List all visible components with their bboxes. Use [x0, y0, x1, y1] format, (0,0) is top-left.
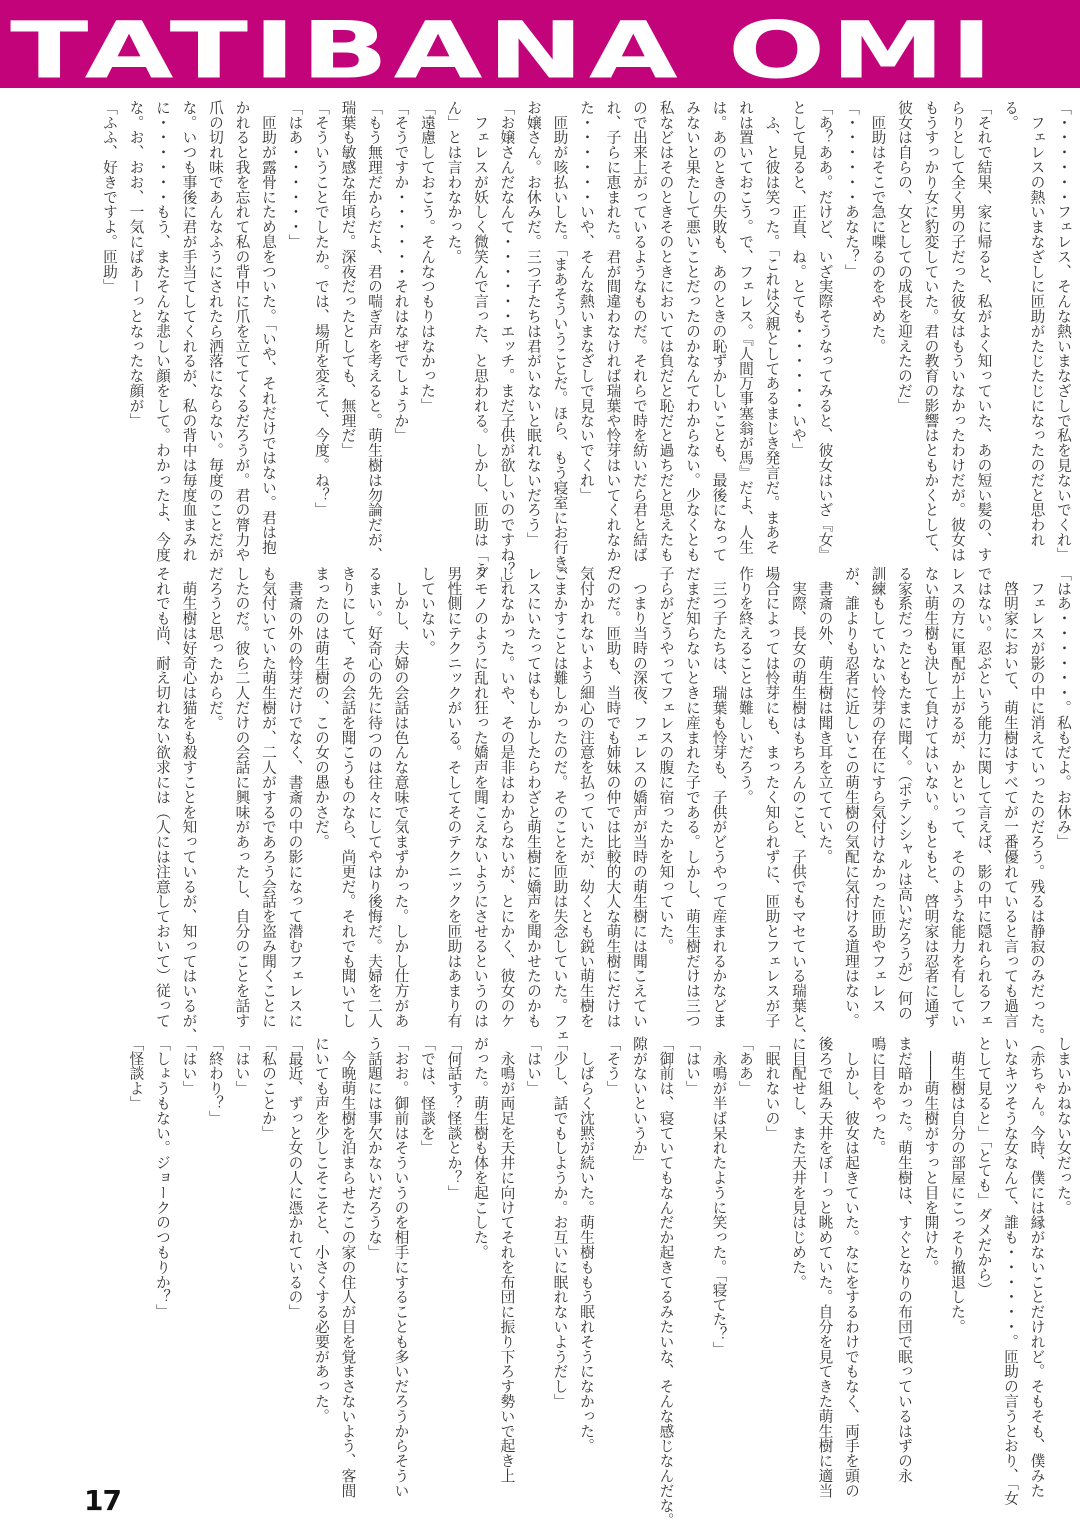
text-line: ごまかすことは難しかったのだ。そのことを匝助は失念していた。フェ: [551, 566, 569, 1043]
text-line: 爪の切れ味であんなふうにされたら洒落にならない。毎度のことだが: [207, 100, 224, 562]
text-line: つまり当時の深夜、フェレスの嬌声が当時の萌生樹には聞こえてい: [631, 566, 648, 1028]
text-line: 「では、怪談を」: [419, 1036, 436, 1156]
text-line: 「はい」: [180, 1036, 198, 1096]
text-line: フェレスが影の中に消えていったのだろう。残るは静寂のみだった。: [1028, 566, 1046, 1043]
text-line: 彼女は自らの、女としての成長を迎えたのだ」: [896, 100, 913, 413]
text-line: だろうと思ったからだ。: [207, 566, 224, 730]
text-line: な。お、おお、一気にぱあーっとなったな顔が」: [127, 100, 145, 428]
text-line: しまいかねない女だった。: [1055, 1036, 1072, 1215]
text-line: 「それで結果、家に帰ると、私がよく知っていた、あの短い髪の、す: [975, 100, 993, 562]
text-line: 「おお。御前はそういうのを相手にすることも多いだろうからそうい: [392, 1036, 410, 1498]
text-line: 今晩萌生樹を泊まらせたこの家の住人が目を覚まさないよう、客間: [339, 1036, 357, 1498]
text-line: う話題には事欠かないだろうな」: [366, 1036, 383, 1260]
text-line: 匝助はそこで急に喋るのをやめた。: [869, 100, 887, 354]
text-line: 「そうですか・・・・・・それはなぜでしょうか」: [392, 100, 410, 443]
text-line: 「御前は、寝ていてもなんだか起きてるみたいな、そんな感じなんだな。: [657, 1036, 675, 1528]
text-line: 私などはそのときそのときにおいては負だと恥だと過ちだと思えたも: [657, 100, 675, 562]
text-line: 「そう」: [604, 1036, 622, 1096]
text-line: いなキツそうな女なんて、誰も・・・・・・。匝助の言うとおり、「女: [1002, 1036, 1019, 1506]
text-line: にいても声を少しこそこそと、小さくする必要があった。: [313, 1036, 330, 1424]
text-line: た・・・・・・いや、そんな熱いまなざしで見ないでくれ」: [578, 100, 595, 503]
text-line: 「・・・・・・あなた？」: [843, 100, 860, 279]
text-line: に・・・・・・もう、またそんな悲しい顔をして。わかったよ、今度: [154, 100, 171, 562]
text-line: が、誰よりも忍者に近しいこの萌生樹の気配に気付ける道理はない。: [843, 566, 860, 1028]
text-line: も気付いていた萌生樹が、二人がするであろう会話を盗み聞くことに: [260, 566, 277, 1028]
text-line: は。あのときの失敗も、あのときの恥ずかしいことも、最後になって: [710, 100, 728, 562]
text-block-top: [96, 100, 1077, 592]
text-line: していない。: [419, 566, 436, 656]
text-line: 「終わり？」: [207, 1036, 224, 1126]
text-line: 訓練もしていない怜芽の存在にすら気付けなかった匝助やフェレス: [869, 566, 887, 1013]
text-line: たのだ。匝助も、当時でも姉妹の仲では比較的大人な萌生樹にだけは: [604, 566, 622, 1028]
text-line: として見ると」「とても」ダメだから）: [975, 1036, 993, 1297]
text-line: るまい。好奇心の先に待つのは往々にしてやはり後悔だ。夫婦を二人: [366, 566, 383, 1028]
text-line: 場合によっては怜芽にも、まったく知られずに、匝助とフェレスが子: [763, 566, 781, 1028]
text-line: 「あ？ああ。だけど、いざ実際そうなってみると、彼女はいざ『女』: [816, 100, 834, 562]
text-line: に目配せし、また天井を見はじめた。: [790, 1036, 807, 1290]
text-line: かれると我を忘れて私の背中に爪を立ててくるだろうが。君の膂力や: [233, 100, 251, 562]
text-line: 「・・・・・・フェレス、そんな熱いまなざしで私を見ないでくれ」: [1055, 100, 1072, 562]
text-line: 書斎の外、萌生樹は聞き耳を立てていた。: [816, 566, 834, 864]
text-line: ダモノのように乱れ狂った嬌声を聞こえないようにさせるというのは: [472, 566, 489, 1028]
text-line: 子らがどうやってフェレスの腹に宿ったかを知っていた。: [657, 566, 675, 954]
text-line: 書斎の外の怜芽だけでなく、書斎の中の影になって潜むフェレスに: [286, 566, 304, 1028]
text-line: 三つ子たちは、瑞葉も怜芽も、子供がどうやって産まれるかなどま: [710, 566, 728, 1028]
text-line: しれなかった。いや、その是非はわからないが、とにかく、彼女のケ: [498, 566, 516, 1028]
header-band: [0, 0, 1080, 88]
text-line: 「はい」: [684, 1036, 701, 1096]
text-line: 匝助が咳払いした。「まあそういうことだ。ほら、もう寝室にお行き、: [551, 100, 569, 585]
text-block-bottom: [122, 1036, 1076, 1528]
text-line: 気付かれないよう細心の注意を払っていたが、幼くとも鋭い萌生樹を: [578, 566, 595, 1028]
text-line: まだ暗かった。萌生樹は、すぐとなりの布団で眠っているはずの永: [896, 1036, 913, 1483]
text-line: 作りを終えることは難しいだろう。: [737, 566, 754, 805]
text-line: 「はい」: [233, 1036, 251, 1096]
text-line: したのだ。彼ら二人だけの会話に興味があったし、自分のことを話す: [233, 566, 251, 1028]
text-line: として見ると、正直、ね。とても・・・・・・いや」: [790, 100, 807, 458]
text-line: 「ああ」: [737, 1036, 754, 1096]
text-line: 「ふふ、好きですよ。匝助」: [101, 100, 118, 294]
text-line: れ、子らに恵まれた。君が間違わなければ瑞葉や怜芽はいてくれなかっ: [604, 100, 622, 577]
text-line: フェレスが妖しく微笑んで言った、と思われる。しかし、匝助は「う: [472, 100, 489, 577]
text-line: 匝助が露骨にため息をついた。「いや、それだけではない。君は抱: [260, 100, 277, 555]
text-line: 「怪談よ」: [127, 1036, 145, 1111]
text-line: しかし、彼女は起きていた。なにをするわけでもなく、両手を頭の: [843, 1036, 860, 1498]
text-line: 萌生樹は好奇心は猫をも殺すことを知っているが、知ってはいるが、: [180, 566, 198, 1043]
text-line: 永鳴が両足を天井に向けてそれを布団に振り下ろす勢いで起き上: [498, 1036, 516, 1483]
text-line: ない萌生樹も決して負けてはいない。もともと、啓明家は忍者に通ず: [922, 566, 940, 1028]
text-line: 実際、長女の萌生樹はもちろんのこと、子供でもマセている瑞葉と、: [790, 566, 807, 1043]
text-line: 「少し、話でもしようか。お互いに眠れないようだし」: [551, 1036, 569, 1409]
text-line: ふ、と彼は笑った。「これは父親としてあるまじき発言だ。まあそ: [763, 100, 781, 555]
text-line: な。いつも事後に君が手当てしてくれるが、私の背中は毎度血まみれ: [180, 100, 198, 562]
text-line: 「しょうもない。ジョークのつもりか？」: [154, 1036, 171, 1320]
text-line: 「はい」: [525, 1036, 542, 1096]
text-line: 永鳴が半ば呆れたように笑った。「寝てた？」: [710, 1036, 728, 1357]
text-line: ので出来上がっているようなものだ。それらで時を紡いだら君と結ば: [631, 100, 648, 562]
text-line: 「何話す？怪談とか？」: [445, 1036, 463, 1200]
text-line: 啓明家において、萌生樹はすべてが一番優れていると言っても過言: [1002, 566, 1019, 1028]
text-line: がった。萌生樹も体を起こした。: [472, 1036, 489, 1260]
text-line: レスにいたってはもしかしたらわざと萌生樹に嬌声を聞かせたのかも: [525, 566, 542, 1028]
text-line: きりにして、その会話を聞こうものなら、尚更だ。それでも聞いてし: [339, 566, 357, 1028]
text-line: 後ろで組み天井をぼーっと眺めていた。自分を見てきた萌生樹に適当: [816, 1036, 834, 1498]
text-line: 「お嬢さんだなんて・・・・・・エッチ。まだ子供が欲しいのですね？」: [498, 100, 516, 592]
text-line: 「はあ・・・・・・。私もだよ。お休み」: [1055, 566, 1072, 850]
text-line: ――萌生樹がすっと目を開けた。: [922, 1036, 940, 1275]
text-line: お嬢さん。お休みだ。三つ子たちは君がいないと眠れないだろう」: [525, 100, 542, 547]
page-number: 17: [84, 1484, 121, 1517]
text-line: レスの方に軍配が上がるが、かといって、そのような能力を有してい: [949, 566, 966, 1028]
text-line: ん」とは言わなかった。: [445, 100, 463, 264]
text-line: る。: [1002, 100, 1019, 130]
text-line: ではない。忍ぶという能力に関して言えば、影の中に隠れられるフェ: [975, 566, 993, 1028]
text-line: 「はあ・・・・・・」: [286, 100, 304, 249]
text-line: らりとして全く男の子だった彼女はもういなかったわけだが。彼女は: [949, 100, 966, 562]
text-line: 「もう無理だからだよ、君の喘ぎ声を考えると。萌生樹は勿論だが、: [366, 100, 383, 562]
text-line: しかし、夫婦の会話は色んな意味で気まずかった。しかし仕方があ: [392, 566, 410, 1028]
text-line: る家系だったともたまに聞く。（ポテンシャルは高いだろうが）何の: [896, 566, 913, 1021]
text-line: 「そういうことでしたか。では、場所を変えて、今度。ね？」: [313, 100, 330, 518]
text-line: まったのは萌生樹の、この女の愚かさだ。: [313, 566, 330, 850]
text-line: 隙がないというか」: [631, 1036, 648, 1171]
text-line: 瑞葉も敏感な年頃だ。深夜だったとしても、無理だ」: [339, 100, 357, 458]
text-line: 鳴に目をやった。: [869, 1036, 887, 1156]
text-line: （赤ちゃん。今時、僕には縁がないことだけれど。そもそも、僕みた: [1028, 1036, 1046, 1498]
text-line: 「遠慮しておこう。そんなつもりはなかった」: [419, 100, 436, 413]
author-logo: TATIBANA OMI: [10, 5, 998, 88]
text-block-middle: [149, 566, 1077, 1043]
text-line: 「眠れないの」: [763, 1036, 781, 1141]
text-line: しばらく沈黙が続いた。萌生樹ももう眠れそうになかった。: [578, 1036, 595, 1454]
text-line: 「最近、ずっと女の人に憑かれているの」: [286, 1036, 304, 1320]
text-line: みないと果たして悪いことだったのかなんてわからない。少なくとも: [684, 100, 701, 562]
text-line: フェレスの熱いまなざしに匝助がたじたじになったのだと思われ: [1028, 100, 1046, 547]
text-line: もうすっかり女に豹変していた。君の教育の影響はともかくとして、: [922, 100, 940, 562]
text-line: 「私のことか」: [260, 1036, 277, 1141]
text-line: 男性側にテクニックがいる。そしてそのテクニックを匝助はあまり有: [445, 566, 463, 1028]
text-line: 萌生樹は自分の部屋にこっそり撤退した。: [949, 1036, 966, 1334]
text-line: だまだ知らないときに産まれた子である。しかし、萌生樹だけは三つ: [684, 566, 701, 1028]
text-line: れは置いておこう。で、フェレス。『人間万事塞翁が馬』だよ、人生: [737, 100, 754, 555]
text-line: それでも尚、耐え切れない欲求には（人には注意しておいて）従って: [154, 566, 171, 1028]
